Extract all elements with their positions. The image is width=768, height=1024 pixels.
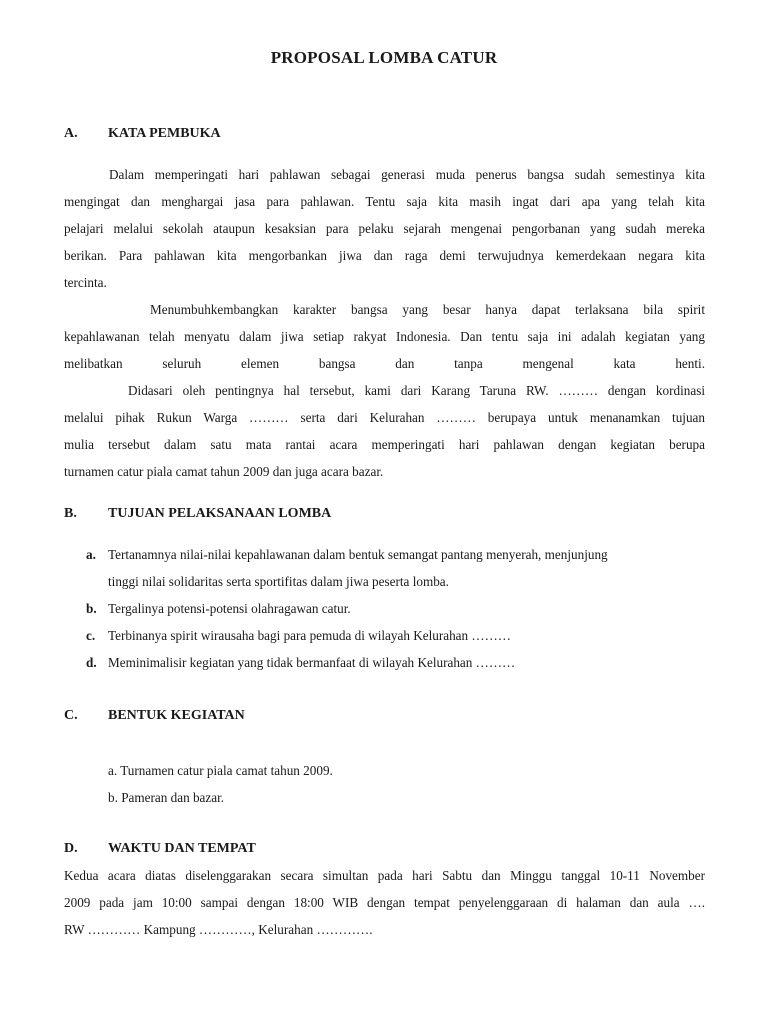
section-b-title: TUJUAN PELAKSANAAN LOMBA xyxy=(108,506,332,521)
list-item xyxy=(86,655,515,671)
paragraph-line: pelajari melalui sekolah ataupun kesaksian para pelaku sejarah mengenai pengorbanan yang sudah mereka xyxy=(64,221,705,236)
paragraph-line: 2009 pada jam 10:00 sampai dengan 18:00 WIB dengan tempat penyelenggaraan di halaman dan aula …. xyxy=(64,895,705,910)
paragraph-line: melalui pihak Rukun Warga ……… serta dari Kelurahan ……… berupaya untuk menanamkan tujuan xyxy=(64,410,705,425)
paragraph-line: Dalam memperingati hari pahlawan sebagai generasi muda penerus bangsa sudah semestinya kita xyxy=(109,167,705,182)
paragraph-line: kepahlawanan telah menyatu dalam jiwa setiap rakyat Indonesia. Dan tentu saja ini adalah kegiatan yang xyxy=(64,329,705,344)
section-a-heading xyxy=(64,126,221,142)
paragraph-line: Kedua acara diatas diselenggarakan secara simultan pada hari Sabtu dan Minggu tanggal 10-11 November xyxy=(64,868,705,883)
list-item-text: Terbinanya spirit wirausaha bagi para pemuda di wilayah Kelurahan ……… xyxy=(108,628,511,643)
activity-item: a. Turnamen catur piala camat tahun 2009. xyxy=(108,763,333,778)
list-item-text: Tertanamnya nilai-nilai kepahlawanan dalam bentuk semangat pantang menyerah, menjunjung xyxy=(108,547,608,562)
section-c-title: BENTUK KEGIATAN xyxy=(108,708,245,723)
section-d-letter: D. xyxy=(64,841,78,856)
activity-item: b. Pameran dan bazar. xyxy=(108,790,225,805)
list-item xyxy=(86,628,511,644)
section-d-title: WAKTU DAN TEMPAT xyxy=(108,841,256,856)
paragraph-line: Didasari oleh pentingnya hal tersebut, kami dari Karang Taruna RW. ……… dengan kordinasi xyxy=(128,383,705,398)
section-b-heading xyxy=(64,506,331,522)
document-title: PROPOSAL LOMBA CATUR xyxy=(270,48,498,67)
paragraph-line: turnamen catur piala camat tahun 2009 dan juga acara bazar. xyxy=(64,464,384,479)
paragraph-line: mengingat dan menghargai jasa para pahlawan. Tentu saja kita masih ingat dari apa yang telah kita xyxy=(64,194,705,209)
section-d-heading xyxy=(64,841,256,857)
list-item-text: Meminimalisir kegiatan yang tidak bermanfaat di wilayah Kelurahan ……… xyxy=(108,655,516,670)
section-b-letter: B. xyxy=(64,506,77,521)
section-a-letter: A. xyxy=(64,126,78,141)
list-item xyxy=(86,547,608,563)
list-item-continuation: tinggi nilai solidaritas serta sportifitas dalam jiwa peserta lomba. xyxy=(108,574,449,589)
paragraph-line: Menumbuhkembangkan karakter bangsa yang besar hanya dapat terlaksana bila spirit xyxy=(150,302,705,317)
list-marker: c. xyxy=(86,628,96,643)
list-item-text: Tergalinya potensi-potensi olahragawan catur. xyxy=(108,601,351,616)
paragraph-line: RW ………… Kampung …………, Kelurahan …………. xyxy=(64,922,373,937)
paragraph-line: mulia tersebut dalam satu mata rantai acara memperingati hari pahlawan dengan kegiatan berupa xyxy=(64,437,705,452)
paragraph-line: melibatkan seluruh elemen bangsa dan tanpa mengenal kata henti. xyxy=(64,356,705,371)
list-marker: a. xyxy=(86,547,96,562)
section-c-letter: C. xyxy=(64,708,78,723)
paragraph-line: tercinta. xyxy=(64,275,107,290)
list-marker: d. xyxy=(86,655,97,670)
section-a-title: KATA PEMBUKA xyxy=(108,126,221,141)
list-item xyxy=(86,601,351,617)
list-marker: b. xyxy=(86,601,97,616)
section-c-heading xyxy=(64,708,245,724)
paragraph-line: berikan. Para pahlawan kita mengorbankan jiwa dan raga demi terwujudnya kemerdekaan negara kita xyxy=(64,248,705,263)
